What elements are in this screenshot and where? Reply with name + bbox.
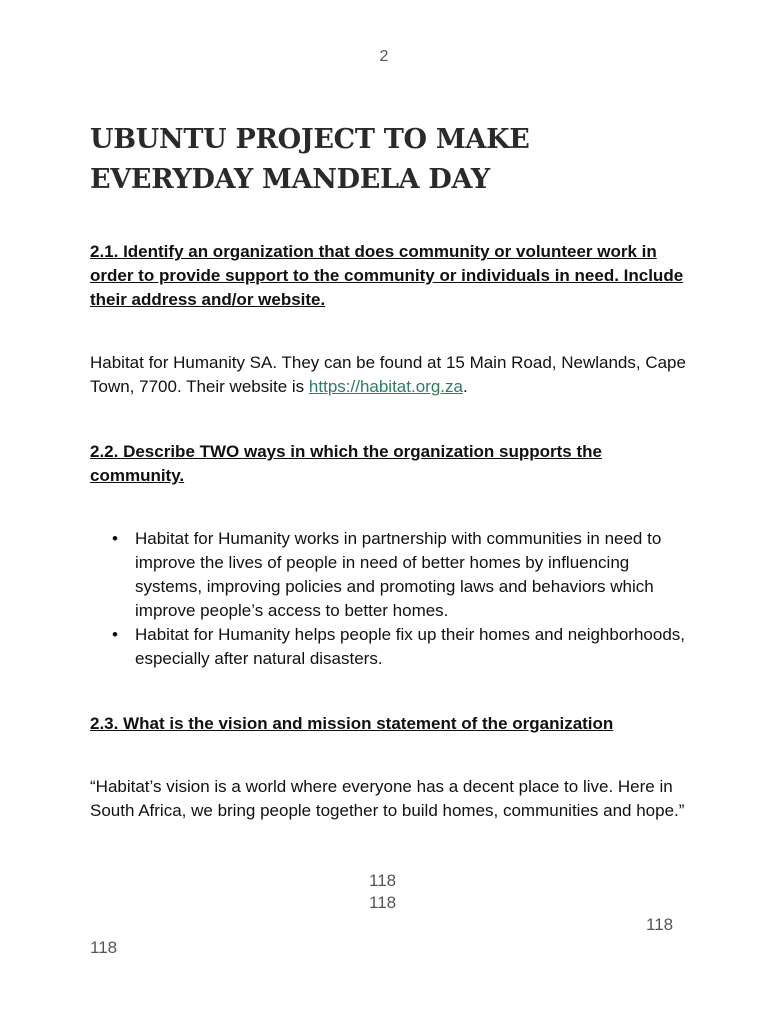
- footer-number: 118: [90, 938, 118, 957]
- footer-number: 118: [646, 915, 674, 934]
- question-2-3-answer: “Habitat’s vision is a world where everyone has a decent place to live. Here in South Africa, we bring people together to build homes, communities and hope.”: [90, 777, 685, 820]
- website-link[interactable]: https://habitat.org.za: [308, 377, 463, 396]
- footer-number: 118: [369, 871, 397, 890]
- document-title: UBUNTU PROJECT TO MAKE EVERYDAY MANDELA DAY: [90, 124, 530, 195]
- answer-text: Habitat for Humanity SA. They can be found at 15 Main Road, Newlands, Cape Town, 7700. Their website is: [90, 353, 686, 396]
- answer-period: .: [462, 377, 468, 396]
- bullet-icon: •: [112, 625, 118, 644]
- support-ways-list: [90, 527, 690, 671]
- question-2-1-answer: [90, 351, 690, 399]
- question-2-3-heading: 2.3. What is the vision and mission statement of the organization: [90, 714, 614, 733]
- question-2-1-heading: 2.1. Identify an organization that does community or volunteer work in order to provide support to the community or individuals in need. Include their address and/or website.: [90, 242, 684, 309]
- question-2-2-heading: 2.2. Describe TWO ways in which the organization supports the community.: [90, 442, 602, 485]
- list-item: [90, 623, 690, 671]
- bullet-icon: •: [112, 529, 118, 548]
- list-item: [90, 527, 690, 623]
- footer-number: 118: [369, 893, 397, 912]
- list-item-text: Habitat for Humanity helps people fix up their homes and neighborhoods, especially after natural disasters.: [135, 625, 686, 668]
- list-item-text: Habitat for Humanity works in partnership with communities in need to improve the lives of people in need of better homes by influencing systems, improving policies and promoting laws and behaviors which improve people’s access to better homes.: [135, 529, 662, 620]
- page-number: 2: [379, 48, 389, 65]
